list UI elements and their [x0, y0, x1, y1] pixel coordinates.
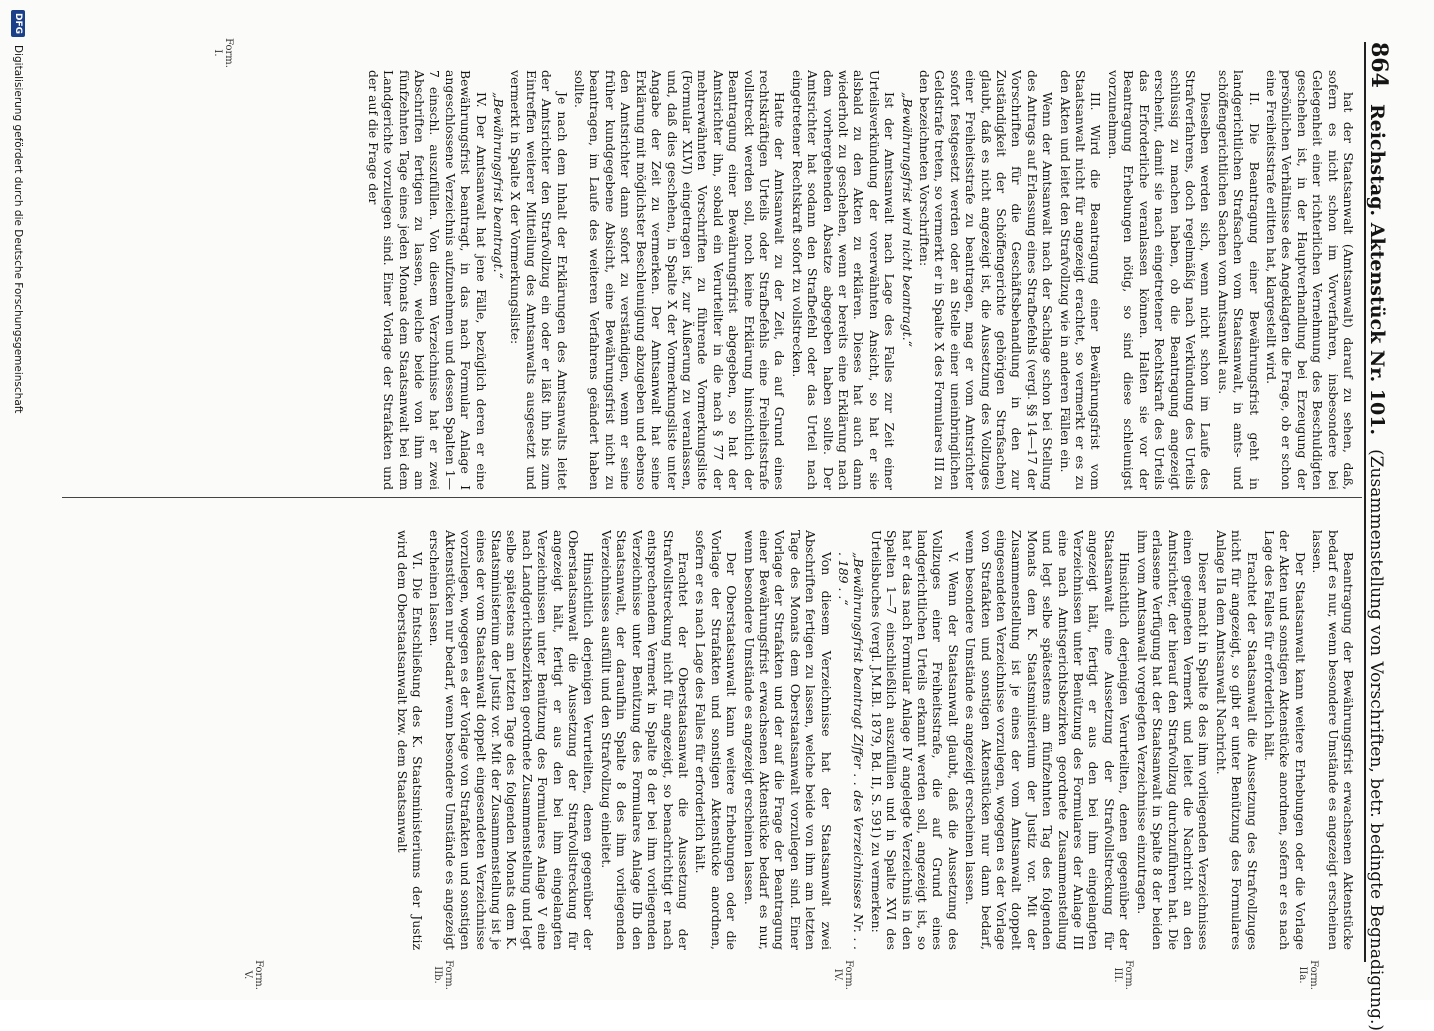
quoted-remark: „Bewährungsfrist beantragt Ziffer . . des Verzeichnisses Nr. . . . 189 . .“: [836, 552, 867, 950]
page-number: 864: [1366, 42, 1392, 88]
margin-note-form-2b: Form. IIb.: [432, 960, 454, 990]
document-subtitle: (Zusammenstellung von Vorschriften, betr. bedingte Begnadigung.): [1366, 449, 1386, 1031]
margin-note-form-5: Form. V.: [242, 960, 264, 990]
paragraph: hat der Staatsanwalt (Amtsanwalt) darauf zu sehen, daß, sofern es nicht schon im Vorverfahren, insbesondere bei Gelegenheit einer richterlichen Vernehmung des Beschuldigten geschehen ist, in der Hauptverhandlung bei Erzeugung der persönlichen Verhältnisse des Angeklagten die Frage, ob er schon eine Freiheitsstrafe erlitten hat, klargestellt wird.: [1263, 70, 1356, 490]
right-text-column: [56, 530, 1356, 950]
margin-note-form-2a: Form. IIa.: [1297, 960, 1319, 990]
paragraph: Hinsichtlich derjenigen Verurteilten, denen gegenüber der Oberstaatsanwalt die Aussetzung der Strafvollstreckung für angezeigt hält, fertigt er aus den bei ihm eingelangten Verzeichnissen unter Benützung des Formulares Anlage V eine nach Landgerichtsbezirken geordnete Zusammenstellung und legt selbe spätestens am letzten Tage des folgenden Monats dem K. Staatsministerium der Justiz vor. Mit der Zusammenstellung ist je eines der vom Staatsanwalt doppelt eingesendeten Verzeichnisse vorzulegen, wogegen es der Vorlage von Strafakten und sonstigen Aktenstücken nur bedarf, wenn besondere Umstände es angezeigt erscheinen lassen.: [427, 530, 597, 950]
paragraph: Ist der Amtsanwalt nach Lage des Falles zur Zeit einer Urteilsverkündung der vorerwähnten Ansicht, so hat er sie alsbald zu den Akten zu erklären. Dieses hat auch dann wiederholt zu geschehen, wenn er bereits eine Erklärung nach dem vorhergehenden Absatze abgegeben haben sollte. Der Amtsrichter hat sodann den Strafbefehl oder das Urteil nach eingetretener Rechtskraft sofort zu vollstrecken.: [789, 70, 898, 490]
left-text-column: [56, 70, 1356, 490]
paragraph: Hatte der Amtsanwalt zu der Zeit, da auf Grund eines rechtskräftigen Urteils oder Strafbefehls eine Freiheitsstrafe vollstreckt werden soll, noch keine Erklärung hinsichtlich der Beantragung einer Bewährungsfrist abgegeben, so hat der Amtsrichter ihn, sobald ein Verurteilter in die nach § 77 der mehrerwähnten Vorschriften zu führende Vormerkungsliste (Formular XLVI) eingetragen ist, zur Äußerung zu veranlassen, und, daß dies geschehen, in Spalte X der Vormerkungsliste unter Angabe der Zeit zu vermerken. Der Amtsanwalt hat seine Erklärung mit möglichster Beschleunigung abzugeben und ebenso den Amtsrichter dann sofort zu verständigen, wenn er seine früher kundgegebene Absicht, eine Bewährungsfrist nicht zu beantragen, im Laufe des weiteren Verfahrens geändert haben sollte.: [572, 70, 788, 490]
margin-note-form-4: Form. IV.: [832, 960, 854, 990]
paragraph: IV. Der Amtsanwalt hat jene Fälle, bezüglich deren er eine Bewährungsfrist beantragt, in das nach Formular Anlage I angeschlossene Verzeichnis aufzunehmen und dessen Spalten 1—7 einschl. auszufüllen. Von diesem Verzeichnisse hat er zwei Abschriften fertigen zu lassen, welche beide von ihm am fünfzehnten Tage eines jeden Monats dem Staatsanwalt bei dem Landgerichte vorzulegen sind. Einer Vorlage der Strafakten und der auf die Frage der: [365, 70, 489, 490]
paragraph: Der Staatsanwalt kann weitere Erhebungen oder die Vorlage der Akten und sonstigen Aktenstücke anordnen, sofern er es nach Lage des Falles für erforderlich hält.: [1261, 530, 1308, 950]
paragraph: III. Wird die Beantragung einer Bewährungsfrist vom Staatsanwalt nicht für angezeigt erachtet, so vermerkt er es zu den Akten und leitet den Strafvollzug wie in anderen Fällen ein.: [1057, 70, 1104, 490]
quoted-remark: „Bewährungsfrist wird nicht beantragt.“: [899, 92, 915, 348]
margin-note-form-1: Form. I.: [212, 38, 234, 68]
paragraph: Der Oberstaatsanwalt kann weitere Erhebungen oder die Vorlage der Strafakten und sonstigen Aktenstücke anordnen, sofern er es nach Lage des Falles für erforderlich hält.: [693, 530, 740, 950]
paragraph: Von diesem Verzeichnisse hat der Staatsanwalt zwei Abschriften fertigen zu lassen, welche beide von ihm am letzten Tage des Monats dem Oberstaatsanwalt vorzulegen sind. Einer Vorlage der Strafakten und der auf die Frage der Beantragung einer Bewährungsfrist erwachsenen Aktenstücke bedarf es nur, wenn besondere Umstände es angezeigt erscheinen lassen.: [741, 530, 834, 950]
document-section-title: Reichstag. Aktenstück Nr. 101.: [1366, 103, 1388, 436]
page-header: [1364, 42, 1406, 1031]
paragraph: Hinsichtlich derjenigen Verurteilten, denen gegenüber der Staatsanwalt eine Aussetzung der Strafvollstreckung für angezeigt hält, fertigt er aus den bei ihm eingelangten Verzeichnissen unter Benützung des Formulares der Anlage III eine nach Amtsgerichtsbezirken geordnete Zusammenstellung und legt selbe spätestens am fünfzehnten Tag des folgenden Monats dem K. Staatsministerium der Justiz vor. Mit der Zusammenstellung ist je eines der vom Amtsanwalt doppelt eingesendeten Verzeichnisse vorzulegen, wogegen es der Vorlage von Strafakten und sonstigen Aktenstücken nur dann bedarf, wenn besondere Umstände es angezeigt erscheinen lassen.: [963, 530, 1133, 950]
paragraph: Erachtet der Oberstaatsanwalt die Aussetzung der Strafvollstreckung nicht für angezeigt, so benachrichtigt er nach entsprechendem Vermerk in Spalte 8 der bei ihm vorliegenden Verzeichnisse unter Benützung des Formulares Anlage IIb den Staatsanwalt, der daraufhin Spalte 8 des ihm vorliegenden Verzeichnisses ausfüllt und den Strafvollzug einleitet.: [598, 530, 691, 950]
dfg-logo: DFG: [11, 10, 25, 37]
paragraph: Dieselben werden sich, wenn nicht schon im Laufe des Strafverfahrens, doch regelmäßig nach Verkündung des Urteils schlüssig zu machen haben, ob die Beantragung angezeigt erscheint, damit sie nach eingetretener Rechtskraft des Urteils das Erforderliche veranlassen können. Halten sie vor der Beantragung Erhebungen nötig, so sind diese schleunigst vorzunehmen.: [1105, 70, 1214, 490]
paragraph: Dieser macht in Spalte 8 des ihm vorliegenden Verzeichnisses einen geeigneten Vermerk und leitet die Nachricht an den Amtsrichter, der hierauf den Strafvollzug durchzuführen hat. Die erlassene Verfügung hat der Staatsanwalt in Spalte 8 der beiden ihm vom Amtsanwalt vorgelegten Verzeichnisse einzutragen.: [1134, 530, 1212, 950]
column-divider: [62, 497, 1362, 498]
quoted-remark: „Bewährungsfrist beantragt.“: [491, 92, 507, 279]
paragraph: Wenn der Amtsanwalt nach der Sachlage schon bei Stellung des Antrags auf Erlassung eines Strafbefehls (vergl. §§ 14—17 der Vorschriften für die Geschäftsbehandlung in den zur Zuständigkeit der Schöffengerichte gehörigen Strafsachen) glaubt, daß es nicht angezeigt ist, die Aussetzung des Vollzuges einer Freiheitsstrafe zu beantragen, mag er vom Amtsrichter sofort festgesetzt werden oder an Stelle einer uneinbringlichen Geldstrafe treten, so vermerkt er in Spalte X des Formulares III zu den bezeichneten Vorschriften:: [917, 70, 1056, 490]
paragraph: VI. Die Entschließung des K. Staatsministeriums der Justiz wird dem Oberstaatsanwalt bzw. dem Staatsanwalt: [394, 530, 426, 950]
paragraph: II. Die Beantragung einer Bewährungsfrist geht in landgerichtlichen Strafsachen vom Staatsanwalt, in amts- und schöffengerichtlichen Sachen vom Amtsanwalt aus.: [1215, 70, 1262, 490]
paragraph: V. Wenn der Staatsanwalt glaubt, daß die Aussetzung des Vollzuges einer Freiheitsstrafe, die auf Grund eines landgerichtlichen Urteils erkannt werden soll, angezeigt ist, so hat er das nach Formular Anlage IV angelegte Verzeichnis in den Spalten 1—7 einschließlich auszufüllen und in Spalte XVI des Urteilsbuches (vergl. J.M.Bl. 1879, Bd. II, S. 591) zu vermerken:: [868, 530, 961, 950]
paragraph: Je nach dem Inhalt der Erklärungen des Amtsanwalts leitet der Amtsrichter den Strafvollzug ein oder er läßt ihn bis zum Eintreffen weiterer Mitteilung des Amtsanwalts ausgesetzt und vermerkt in Spalte X der Vormerkungsliste:: [508, 70, 570, 490]
paragraph: Erachtet der Staatsanwalt die Aussetzung des Strafvollzuges nicht für angezeigt, so gibt er unter Benützung des Formulares Anlage IIa dem Amtsanwalt Nachricht.: [1213, 530, 1260, 950]
digitization-credit: Digitalisierung gefördert durch die Deutsche Forschungsgemeinschaft: [12, 45, 24, 414]
margin-note-form-3: Form. III.: [1112, 960, 1134, 990]
paragraph: Beantragung der Bewährungsfrist erwachsenen Aktenstücke bedarf es nur, wenn besondere Umstände es angezeigt erscheinen lassen.: [1310, 530, 1356, 950]
digitization-footer: [0, 0, 36, 1000]
